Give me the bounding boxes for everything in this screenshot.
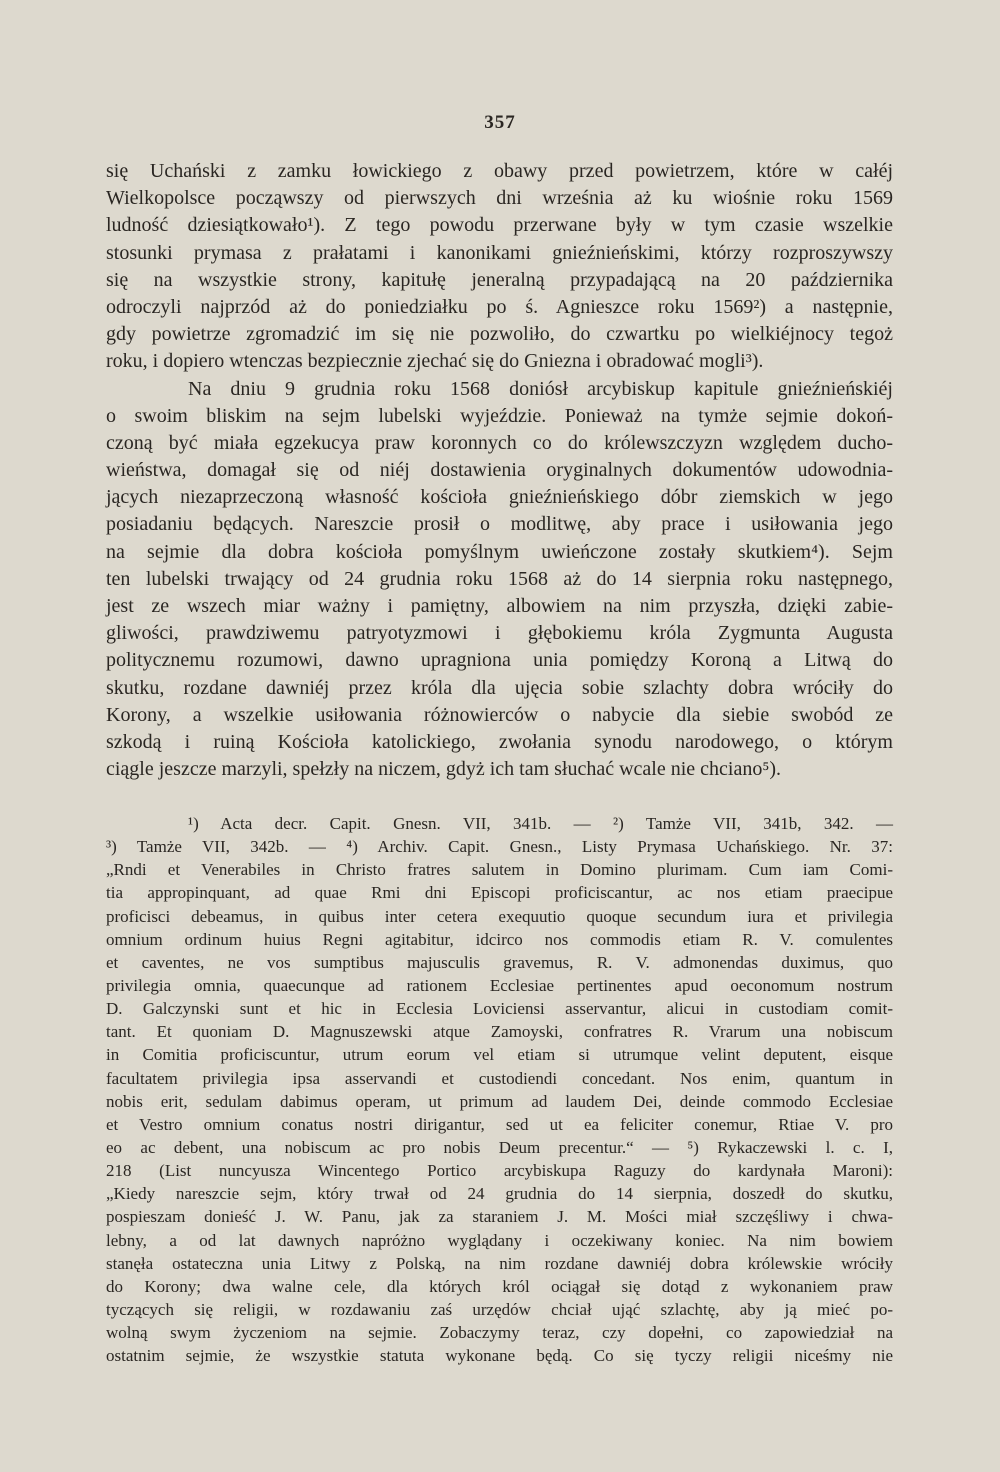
footnote-line: pospieszam donieść J. W. Panu, jak za staraniem J. M. Mości miał szczęśliwy i chwa-	[106, 1207, 893, 1227]
footnote-line: ostatnim sejmie, że wszystkie statuta wykonane będą. Co się tyczy religii niceśmy nie	[106, 1346, 893, 1366]
text-line: roku, i dopiero wtenczas bezpiecznie zjechać się do Gniezna i obradować mogli³).	[106, 350, 764, 373]
footnote-line: facultatem privilegia ipsa asservandi et custodiendi concedant. Nos enim, quantum in	[106, 1068, 893, 1088]
text-line: ciągle jeszcze marzyli, spełzły na niczem, gdyż ich tam słuchać wcale nie chciano⁵).	[106, 758, 781, 781]
footnote-line: et Vestro omnium conatus nostri dirigantur, sed ut ea feliciter conemur, Rtiae V. pro	[106, 1114, 893, 1134]
footnote-line: tyczących się religii, w rozdawaniu zaś urzędów chciał ująć szlachtę, aby ją mieć po-	[106, 1299, 893, 1319]
text-line: skutku, rozdane dawniéj przez króla dla ujęcia sobie szlachty dobra wróciły do	[106, 676, 893, 699]
text-line: Korony, a wszelkie usiłowania różnowierców o nabycie dla siebie swobód ze	[106, 703, 893, 726]
text-line: na sejmie dla dobra kościoła pomyślnym uwieńczone zostały skutkiem⁴). Sejm	[106, 540, 893, 563]
text-line: ludność dziesiątkowało¹). Z tego powodu przerwane były w tym czasie wszelkie	[106, 214, 893, 237]
footnote-line: omnium ordinum huius Regni agitabitur, idcirco nos commodis etiam R. V. comulentes	[106, 929, 893, 949]
footnote-line: proficisci debeamus, in quibus inter cetera exequutio quoque secundum iura et privilegia	[106, 906, 893, 926]
page-number: 357	[484, 112, 516, 133]
text-line: gdy powietrze zgromadzić im się nie pozwoliło, do czwartku po wielkiéjnocy tegoż	[106, 323, 893, 346]
text-line: stosunki prymasa z prałatami i kanonikami gnieźnieńskimi, którzy rozproszywszy	[106, 241, 893, 264]
text-line: jest ze wszech miar ważny i pamiętny, albowiem na nim przyszła, dzięki zabie-	[106, 595, 893, 617]
text-line: szkodą i ruiną Kościoła katolickiego, zwołania synodu narodowego, o którym	[106, 730, 893, 753]
footnote-line: „Kiedy nareszcie sejm, który trwał od 24 grudnia do 14 sierpnia, doszedł do skutku,	[106, 1184, 893, 1204]
footnote-line: do Korony; dwa walne cele, dla których król ociągał się dotąd z wykonaniem praw	[106, 1276, 893, 1296]
text-line: gliwości, prawdziwemu patryotyzmowi i głębokiemu króla Zygmunta Augusta	[106, 622, 893, 645]
text-line: wieństwa, domagał się od niéj dostawienia oryginalnych dokumentów udowodnia-	[106, 459, 893, 482]
footnote-line: tia appropinquant, ad quae Rmi dni Episcopi proficiscantur, ac nos etiam praecipue	[106, 883, 893, 903]
text-line: odroczyli najprzód aż do poniedziałku po ś. Agnieszce roku 1569²) a następnie,	[106, 295, 893, 318]
footnote-line: D. Galczynski sunt et hic in Ecclesia Loviciensi asservantur, alicui in custodiam comit-	[106, 999, 893, 1019]
text-line: Wielkopolsce począwszy od pierwszych dni września aż ku wiośnie roku 1569	[106, 187, 893, 210]
footnote-line: privilegia omnia, quaecunque ad rationem Ecclesiae pertinentes apud oeconomum nostrum	[106, 975, 893, 995]
footnote-line: 218 (List nuncyusza Wincentego Portico arcybiskupa Raguzy do kardynała Maroni):	[106, 1161, 893, 1181]
footnote-line: „Rndi et Venerabiles in Christo fratres salutem in Domino plurimam. Cum iam Comi-	[106, 860, 893, 880]
text-line: Na dniu 9 grudnia roku 1568 doniósł arcybiskup kapitule gnieźnieńskiéj	[188, 377, 893, 400]
text-line: jących niezaprzeczoną własność kościoła gnieźnieńskiego dóbr ziemskich w jego	[106, 486, 893, 509]
footnote-line: wolną swym życzeniom na sejmie. Zobaczymy teraz, czy dopełni, co zapowiedział na	[106, 1323, 893, 1343]
footnote-line: ³) Tamże VII, 342b. — ⁴) Archiv. Capit. Gnesn., Listy Prymasa Uchańskiego. Nr. 37:	[106, 837, 893, 857]
text-line: czoną być miała egzekucya praw koronnych co do królewszczyzn względem ducho-	[106, 431, 893, 454]
footnote-line: et caventes, ne vos sumptibus majusculis gravemus, R. V. admonendas duximus, quo	[106, 952, 893, 972]
text-line: posiadaniu będących. Nareszcie prosił o modlitwę, aby prace i usiłowania jego	[106, 513, 893, 536]
footnote-line: stanęła ostateczna unia Litwy z Polską, na nim rozdane dawniéj dobra królewskie wróciły	[106, 1253, 893, 1273]
text-line: się Uchański z zamku łowickiego z obawy przed powietrzem, które w całéj	[106, 160, 893, 182]
footnote-line: eo ac debent, una nobiscum ac pro nobis Deum precentur.“ — ⁵) Rykaczewski l. c. I,	[106, 1137, 893, 1157]
main-text-block	[106, 158, 893, 783]
footnotes-block	[106, 812, 893, 1367]
footnote-line: ¹) Acta decr. Capit. Gnesn. VII, 341b. — ²) Tamże VII, 341b, 342. —	[188, 814, 893, 833]
footnote-line: nobis erit, sedulam dabimus operam, ut primum ad laudem Dei, deinde commodo Ecclesiae	[106, 1091, 893, 1111]
text-line: ten lubelski trwający od 24 grudnia roku 1568 aż do 14 sierpnia roku następnego,	[106, 567, 893, 590]
footnote-line: tant. Et quoniam D. Magnuszewski atque Zamoyski, confratres R. Vrarum una nobiscum	[106, 1022, 893, 1042]
footnote-line: in Comitia proficiscuntur, utrum eorum vel etiam si utrumque velint deputent, eisque	[106, 1045, 893, 1065]
footnote-line: lebny, a od lat dawnych napróżno wyglądany i oczekiwany koniec. Na nim bowiem	[106, 1230, 893, 1250]
text-line: politycznemu rozumowi, dawno upragniona unia pomiędzy Koroną a Litwą do	[106, 649, 893, 672]
text-line: o swoim bliskim na sejm lubelski wyjeździe. Ponieważ na tymże sejmie dokoń-	[106, 404, 893, 427]
text-line: się na wszystkie strony, kapitułę jeneralną przypadającą na 20 października	[106, 268, 893, 291]
